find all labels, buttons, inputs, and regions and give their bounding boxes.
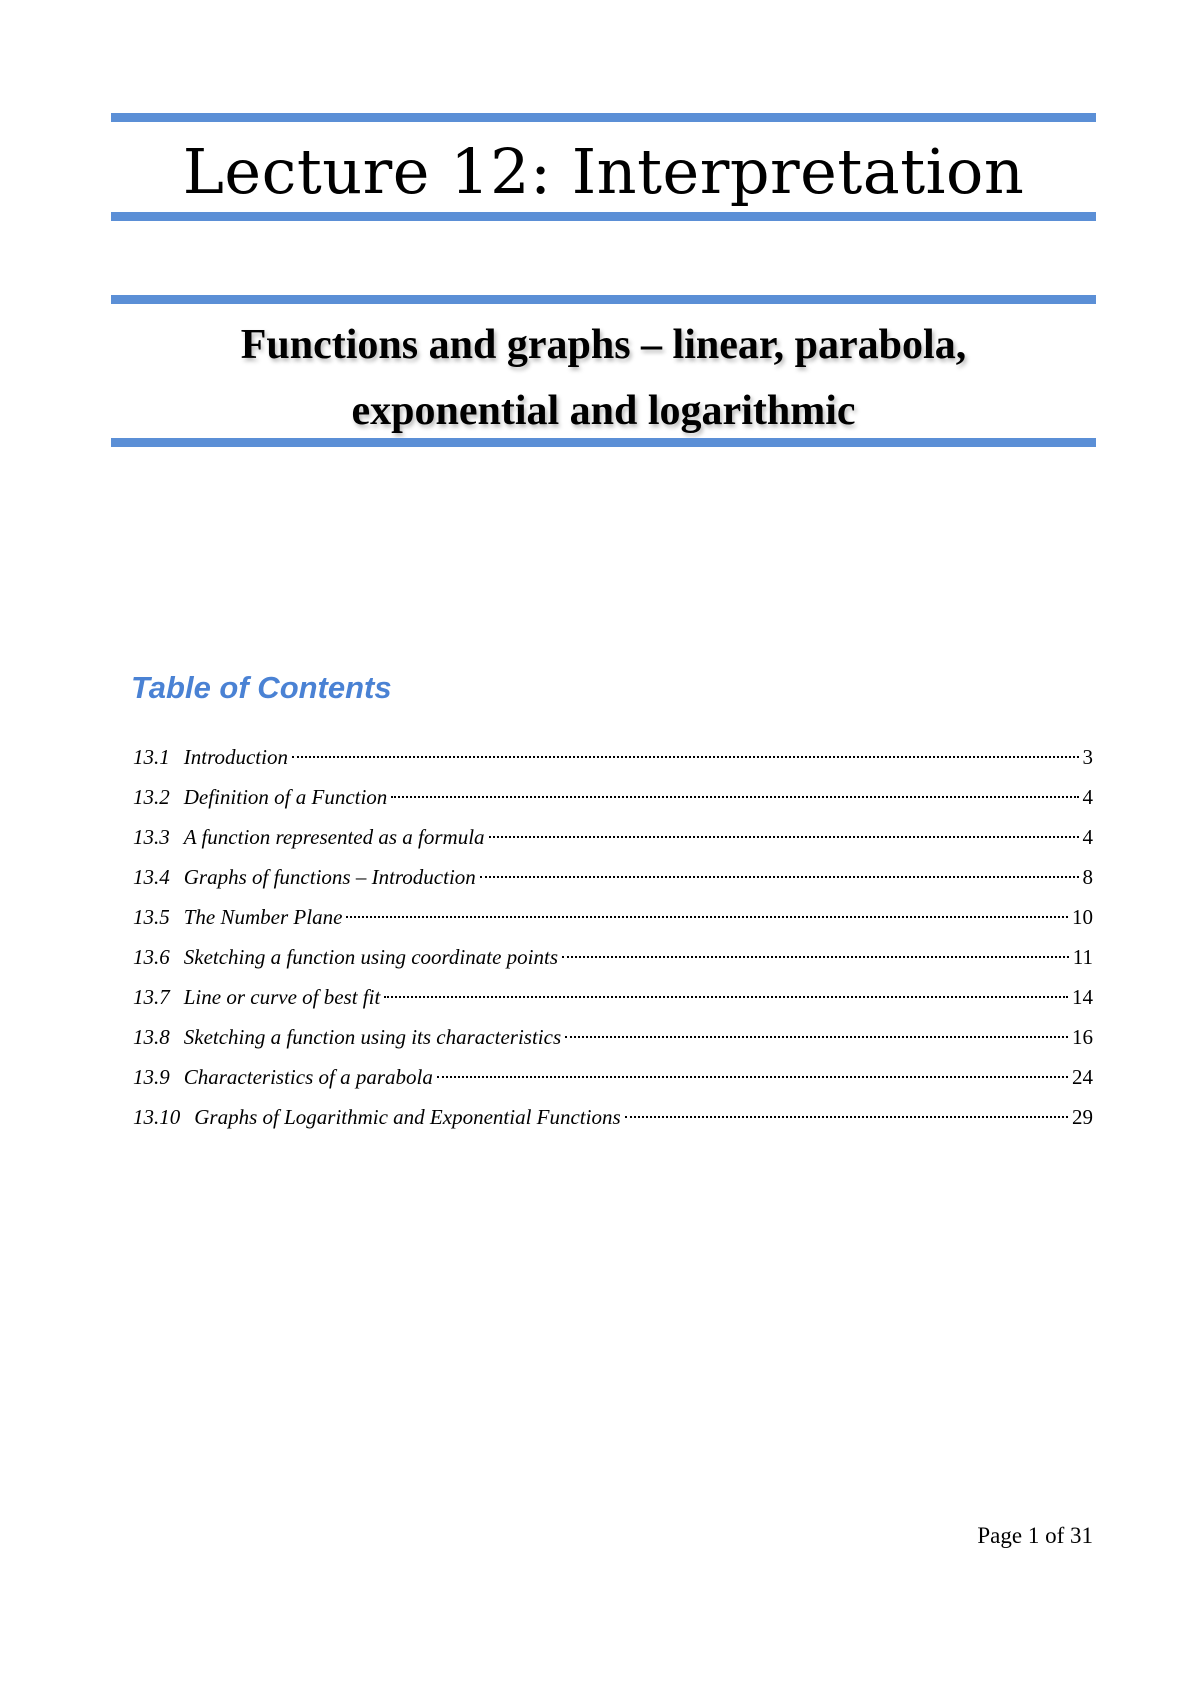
toc-entry[interactable] — [133, 897, 1093, 937]
subtitle-line-1: Functions and graphs – linear, parabola, — [240, 322, 967, 368]
page-number-footer: Page 1 of 31 — [977, 1523, 1093, 1548]
toc-entry-label: A function represented as a formula — [183, 825, 485, 849]
toc-entry-page: 16 — [1072, 1025, 1093, 1049]
subtitle-line-2: exponential and logarithmic — [351, 388, 856, 434]
toc-entry-label: Graphs of functions – Introduction — [183, 865, 476, 889]
toc-dot-leader — [562, 956, 1069, 958]
toc-entry-page: 8 — [1082, 865, 1093, 889]
toc-entry-number: 13.7 — [133, 985, 170, 1009]
title-rule-bottom — [111, 212, 1096, 221]
toc-dot-leader — [565, 1036, 1068, 1038]
toc-dot-leader — [625, 1116, 1068, 1118]
toc-dot-leader — [292, 756, 1079, 758]
toc-entry-number: 13.1 — [133, 745, 170, 769]
toc-entry-number: 13.4 — [133, 865, 170, 889]
toc-entry[interactable] — [133, 857, 1093, 897]
toc-entry[interactable] — [133, 1097, 1093, 1137]
toc-entry[interactable] — [133, 737, 1093, 777]
toc-dot-leader — [391, 796, 1078, 798]
toc-entry-label: Introduction — [183, 745, 288, 769]
toc-entry[interactable] — [133, 937, 1093, 977]
toc-dot-leader — [437, 1076, 1068, 1078]
toc-entry[interactable] — [133, 977, 1093, 1017]
subtitle-rule-top — [111, 295, 1096, 304]
toc-entry-number: 13.2 — [133, 785, 170, 809]
toc-entry-label: Line or curve of best fit — [183, 985, 381, 1009]
toc-entry-page: 4 — [1082, 785, 1093, 809]
toc-entry[interactable] — [133, 1017, 1093, 1057]
subtitle — [111, 312, 1096, 444]
toc-entry-page: 4 — [1082, 825, 1093, 849]
toc-entry-page: 24 — [1072, 1065, 1093, 1089]
toc-entry[interactable] — [133, 777, 1093, 817]
toc-entry-page: 3 — [1082, 745, 1093, 769]
toc-entry-number: 13.6 — [133, 945, 170, 969]
toc-entry[interactable] — [133, 817, 1093, 857]
toc-entry-number: 13.8 — [133, 1025, 170, 1049]
title-rule-top — [111, 113, 1096, 122]
toc-entry-label: The Number Plane — [183, 905, 343, 929]
toc-entry-number: 13.9 — [133, 1065, 170, 1089]
toc-entry-label: Sketching a function using coordinate points — [183, 945, 559, 969]
toc-entry-number: 13.5 — [133, 905, 170, 929]
table-of-contents — [133, 737, 1093, 1137]
page-title: Lecture 12: Interpretation — [182, 135, 1025, 208]
toc-dot-leader — [346, 916, 1068, 918]
toc-entry-label: Definition of a Function — [183, 785, 388, 809]
toc-dot-leader — [489, 836, 1079, 838]
toc-entry-number: 13.3 — [133, 825, 170, 849]
toc-entry-page: 10 — [1072, 905, 1093, 929]
toc-entry-label: Characteristics of a parabola — [183, 1065, 433, 1089]
toc-entry-label: Graphs of Logarithmic and Exponential Functions — [194, 1105, 621, 1129]
subtitle-rule-bottom — [111, 438, 1096, 447]
toc-heading: Table of Contents — [131, 670, 392, 705]
toc-entry-label: Sketching a function using its characteristics — [183, 1025, 562, 1049]
toc-entry-page: 11 — [1072, 945, 1093, 969]
toc-dot-leader — [384, 996, 1068, 998]
toc-entry-page: 14 — [1072, 985, 1093, 1009]
toc-entry[interactable] — [133, 1057, 1093, 1097]
toc-dot-leader — [480, 876, 1079, 878]
toc-entry-page: 29 — [1072, 1105, 1093, 1129]
toc-entry-number: 13.10 — [133, 1105, 181, 1129]
